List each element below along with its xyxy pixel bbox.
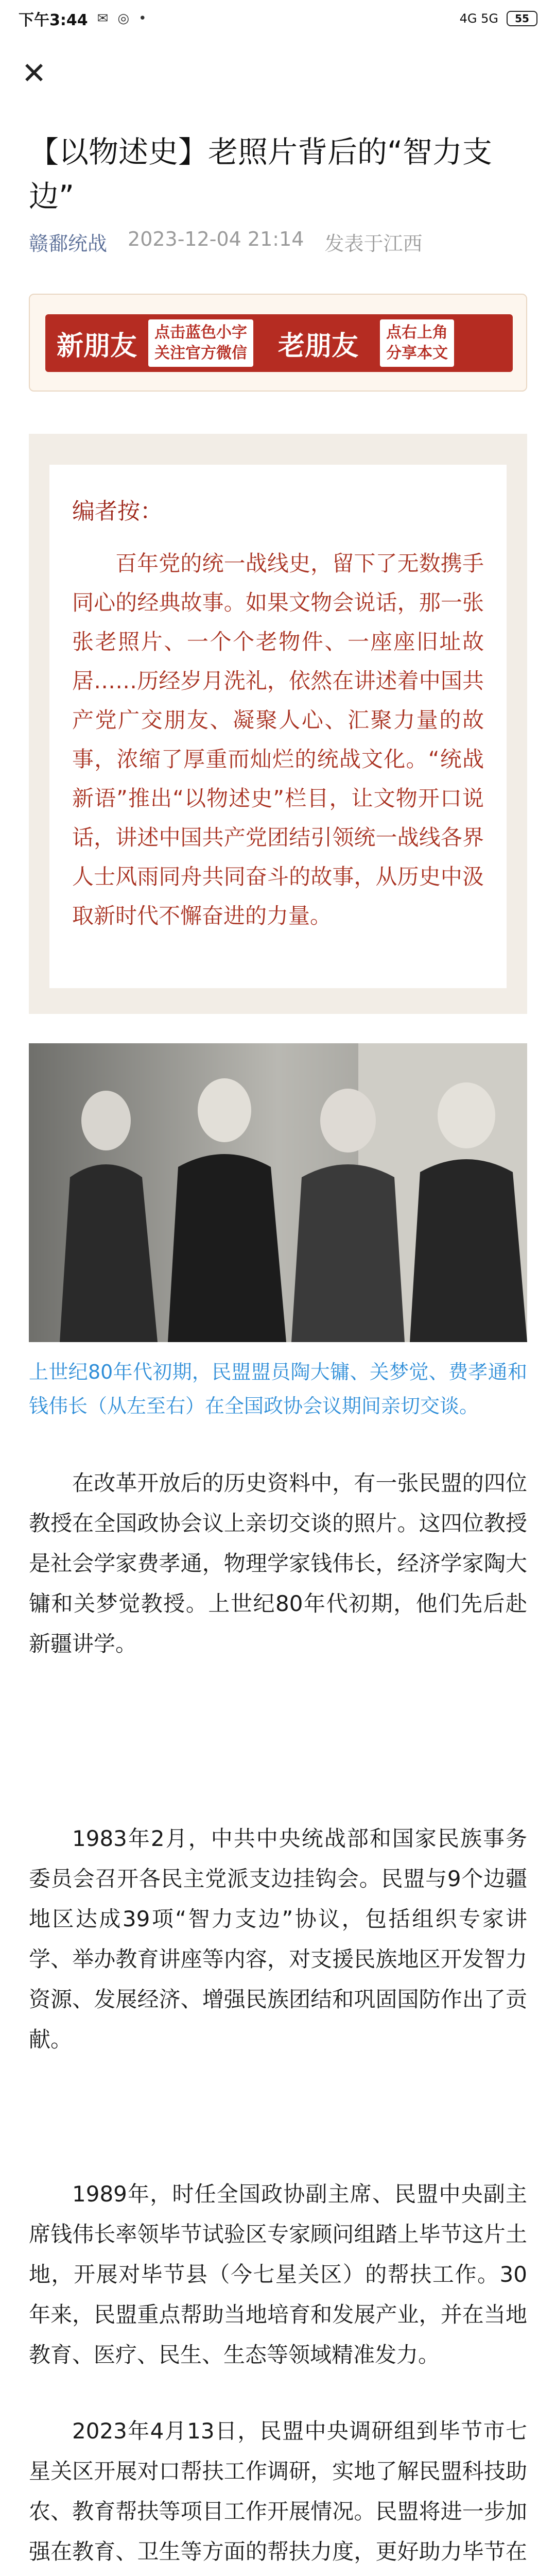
photo-illustration xyxy=(29,1043,527,1342)
follow-banner-strip xyxy=(45,314,513,372)
editor-note-text: 百年党的统一战线史，留下了无数携手同心的经典故事。如果文物会说话，那一张张老照片、一个个老物件、一座座旧址故居……历经岁月洗礼，依然在讲述着中国共产党广交朋友、凝聚人心、汇聚力量的故事，浓缩了厚重而灿烂的统战文化。“统战新语”推出“以物述史”栏目，让文物开口说话，讲述中国共产党团结引领统一战线各界人士风雨同舟共同奋斗的故事，从历史中汲取新时代不懈奋进的力量。 xyxy=(72,551,484,928)
notification-icons xyxy=(97,11,147,26)
article-meta xyxy=(29,228,422,256)
photo-caption: 上世纪80年代初期，民盟盟员陶大镛、关梦觉、费孝通和钱伟长（从左至右）在全国政协会议期间亲切交谈。 xyxy=(29,1361,527,1417)
close-icon[interactable]: ✕ xyxy=(21,56,47,91)
editor-note-card xyxy=(49,465,507,988)
more-notify-icon: • xyxy=(138,11,147,26)
signal-icon: 4G 5G xyxy=(459,11,498,26)
banner-old-tip-line2: 分享本文 xyxy=(386,344,448,362)
editor-note-label: 编者按： xyxy=(72,498,163,524)
banner-old-friend-tip xyxy=(380,319,454,367)
author-link[interactable]: 赣鄱统战 xyxy=(29,232,108,255)
app-notify-icon: ◎ xyxy=(117,11,130,26)
wechat-notify-icon: ✉ xyxy=(97,11,109,26)
banner-new-friend: 新朋友 xyxy=(56,330,137,362)
status-right xyxy=(460,11,537,26)
historical-photo[interactable] xyxy=(29,1043,527,1342)
banner-new-tip-line1: 点击蓝色小字 xyxy=(154,324,247,342)
publish-location: 发表于江西 xyxy=(324,232,423,255)
paragraph: 1983年2月，中共中央统战部和国家民族事务委员会召开各民主党派支边挂钩会。民盟与9个边疆地区达成39项“智力支边”协议，包括组织专家讲学、举办教育讲座等内容，对支援民族地区开发智力资源、发展经济、增强民族团结和巩固国防作出了贡献。 xyxy=(29,1826,527,2052)
banner-old-friend: 老朋友 xyxy=(277,330,358,362)
battery-icon xyxy=(507,11,537,26)
article-title: 【以物述史】老照片背后的“智力支边” xyxy=(29,134,493,214)
paragraph: 2023年4月13日，民盟中央调研组到毕节市七星关区开展对口帮扶工作调研，实地了解民盟科技助农、教育帮扶等项目工作开展情况。民盟将进一步加强在教育、卫生等方面的帮扶力度，更好助力毕节在 xyxy=(29,2418,527,2564)
publish-datetime: 2023-12-04 21:14 xyxy=(128,228,304,250)
paragraph: 在改革开放后的历史资料中，有一张民盟的四位教授在全国政协会议上亲切交谈的照片。这四位教授是社会学家费孝通，物理学家钱伟长，经济学家陶大镛和关梦觉教授。上世纪80年代初期，他们先后赴新疆讲学。 xyxy=(29,1470,527,1656)
status-bar xyxy=(0,0,556,37)
nav-bar xyxy=(0,37,556,109)
banner-new-tip-line2: 关注官方微信 xyxy=(154,344,247,362)
banner-new-friend-tip xyxy=(148,319,253,367)
editor-note xyxy=(29,434,527,1014)
banner-old-tip-line1: 点右上角 xyxy=(386,324,448,342)
status-time: 下午3:44 xyxy=(19,11,88,29)
follow-banner xyxy=(29,294,527,392)
battery-level: 55 xyxy=(515,12,529,25)
paragraph: 1989年，时任全国政协副主席、民盟中央副主席钱伟长率领毕节试验区专家顾问组踏上毕节这片土地，开展对毕节县（今七星关区）的帮扶工作。30年来，民盟重点帮助当地培育和发展产业，并在当地教育、医疗、民生、生态等领域精准发力。 xyxy=(29,2181,527,2367)
